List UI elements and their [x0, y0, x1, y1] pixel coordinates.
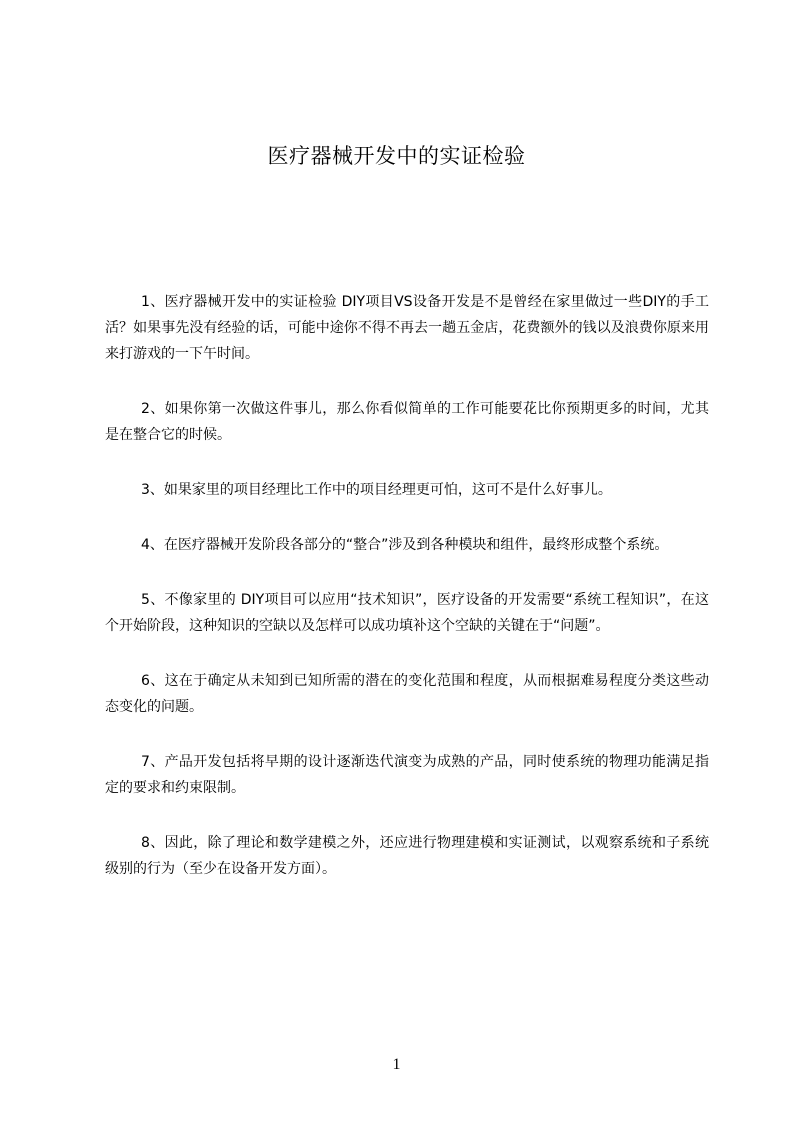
paragraph-7: 7、产品开发包括将早期的设计逐渐迭代演变为成熟的产品，同时使系统的物理功能满足指定的要求和约束限制。 — [105, 754, 709, 796]
paragraph-1: 1、医疗器械开发中的实证检验 DIY项目VS设备开发是不是曾经在家里做过一些DIY的手工活？如果事先没有经验的话，可能中途你不得不再去一趟五金店，花费额外的钱以及浪费你原来用来打游戏的一下午时间。 — [105, 294, 709, 362]
paragraph-8: 8、因此，除了理论和数学建模之外，还应进行物理建模和实证测试，以观察系统和子系统级别的行为（至少在设备开发方面）。 — [105, 835, 709, 877]
paragraph-4: 4、在医疗器械开发阶段各部分的“整合”涉及到各种模块和组件，最终形成整个系统。 — [141, 537, 669, 553]
paragraph-3: 3、如果家里的项目经理比工作中的项目经理更可怕，这可不是什么好事儿。 — [141, 482, 612, 498]
paragraph-6: 6、这在于确定从未知到已知所需的潜在的变化范围和程度，从而根据难易程度分类这些动态变化的问题。 — [105, 673, 709, 715]
page-number: 1 — [392, 1056, 401, 1073]
paragraph-2: 2、如果你第一次做这件事儿，那么你看似简单的工作可能要花比你预期更多的时间，尤其是在整合它的时候。 — [105, 401, 709, 443]
document-body — [105, 289, 709, 911]
document-title: 医疗器械开发中的实证检验 — [267, 144, 526, 168]
paragraph-5: 5、不像家里的 DIY项目可以应用“技术知识”，医疗设备的开发需要“系统工程知识”，在这个开始阶段，这种知识的空缺以及怎样可以成功填补这个空缺的关键在于“问题”。 — [105, 592, 709, 634]
